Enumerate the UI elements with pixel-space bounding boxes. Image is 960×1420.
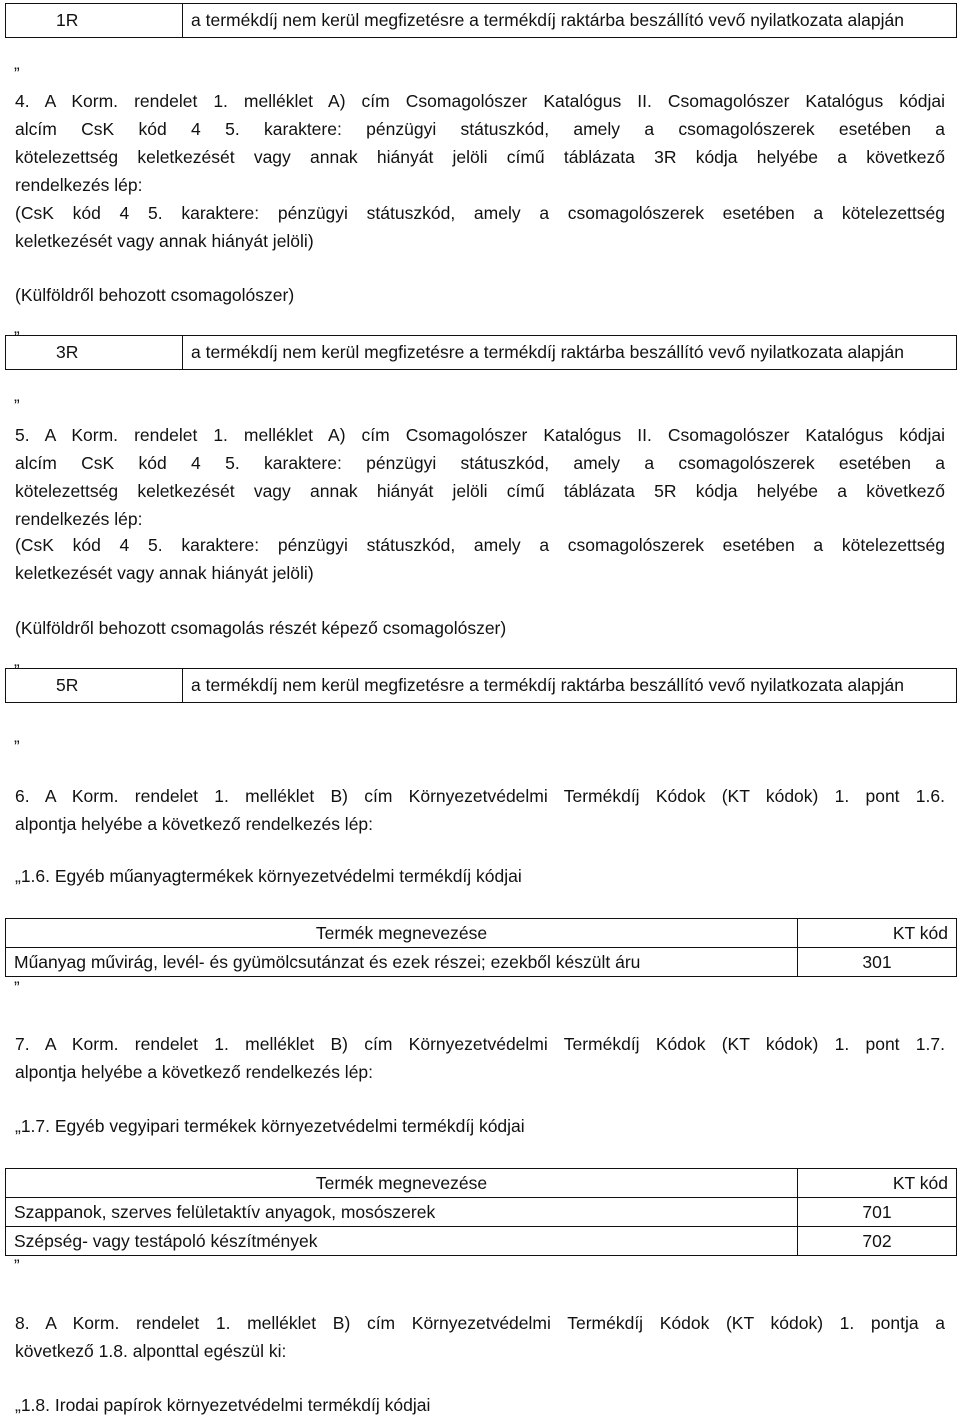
section-subtitle: (Külföldről behozott csomagolószer) bbox=[15, 285, 295, 305]
kt-code-cell: 301 bbox=[798, 948, 957, 977]
status-code-table-5r bbox=[5, 668, 957, 703]
code-cell: 3R bbox=[6, 336, 183, 370]
paragraph-line: (CsK kód 4 5. karaktere: pénzügyi státuszkód, amely a csomagolószerek esetében a kötelezettség bbox=[15, 535, 945, 555]
kt-code-cell: 701 bbox=[798, 1198, 957, 1227]
column-header-product: Termék megnevezése bbox=[6, 919, 798, 948]
table-row bbox=[6, 948, 957, 977]
code-description: a termékdíj nem kerül megfizetésre a termékdíj raktárba beszállító vevő nyilatkozata alapján bbox=[183, 669, 957, 703]
status-code-table-3r bbox=[5, 335, 957, 370]
paragraph-line: kötelezettség keletkezését vagy annak hiányát jelöli című táblázata 3R kódja helyébe a következő bbox=[15, 147, 945, 167]
code-description: a termékdíj nem kerül megfizetésre a termékdíj raktárba beszállító vevő nyilatkozata alapján bbox=[183, 336, 957, 370]
subsection-heading: „1.7. Egyéb vegyipari termékek környezetvédelmi termékdíj kódjai bbox=[15, 1116, 525, 1136]
column-header-product: Termék megnevezése bbox=[6, 1169, 798, 1198]
paragraph-line: keletkezését vagy annak hiányát jelöli) bbox=[15, 231, 314, 251]
subsection-heading: „1.6. Egyéb műanyagtermékek környezetvédelmi termékdíj kódjai bbox=[15, 866, 522, 886]
section-subtitle: (Külföldről behozott csomagolás részét képező csomagolószer) bbox=[15, 618, 507, 638]
paragraph-line: rendelkezés lép: bbox=[15, 509, 143, 529]
table-row bbox=[6, 1227, 957, 1256]
product-name-cell: Műanyag művirág, levél- és gyümölcsutánzat és ezek részei; ezekből készült áru bbox=[6, 948, 798, 977]
close-quote: ” bbox=[14, 737, 20, 756]
close-quote: ” bbox=[14, 396, 20, 415]
subsection-heading: „1.8. Irodai papírok környezetvédelmi termékdíj kódjai bbox=[15, 1395, 431, 1415]
paragraph-line: 7. A Korm. rendelet 1. melléklet B) cím Környezetvédelmi Termékdíj Kódok (KT kódok) 1. pont 1.7. bbox=[15, 1034, 945, 1054]
kt-code-table-1-6 bbox=[5, 918, 957, 977]
paragraph-line: alpontja helyébe a következő rendelkezés lép: bbox=[15, 1062, 374, 1082]
code-description: a termékdíj nem kerül megfizetésre a termékdíj raktárba beszállító vevő nyilatkozata alapján bbox=[183, 4, 957, 38]
open-quote: „ bbox=[14, 651, 20, 670]
paragraph-line: kötelezettség keletkezését vagy annak hiányát jelöli című táblázata 5R kódja helyébe a következő bbox=[15, 481, 945, 501]
kt-code-cell: 702 bbox=[798, 1227, 957, 1256]
product-name-cell: Szépség- vagy testápoló készítmények bbox=[6, 1227, 798, 1256]
paragraph-line: következő 1.8. alponttal egészül ki: bbox=[15, 1341, 287, 1361]
paragraph-line: 6. A Korm. rendelet 1. melléklet B) cím Környezetvédelmi Termékdíj Kódok (KT kódok) 1. pont 1.6. bbox=[15, 786, 945, 806]
paragraph-line: alcím CsK kód 4 5. karaktere: pénzügyi státuszkód, amely a csomagolószerek esetében a bbox=[15, 453, 945, 473]
paragraph-line: keletkezését vagy annak hiányát jelöli) bbox=[15, 563, 314, 583]
close-quote: ” bbox=[14, 978, 20, 997]
paragraph-line: alcím CsK kód 4 5. karaktere: pénzügyi státuszkód, amely a csomagolószerek esetében a bbox=[15, 119, 945, 139]
code-cell: 1R bbox=[6, 4, 183, 38]
column-header-kt-code: KT kód bbox=[798, 1169, 957, 1198]
paragraph-line: rendelkezés lép: bbox=[15, 175, 143, 195]
close-quote: ” bbox=[14, 1256, 20, 1275]
open-quote: „ bbox=[14, 318, 20, 337]
kt-code-table-1-7 bbox=[5, 1168, 957, 1256]
paragraph-line: 5. A Korm. rendelet 1. melléklet A) cím Csomagolószer Katalógus II. Csomagolószer Katalógus kódjai bbox=[15, 425, 945, 445]
paragraph-line: 4. A Korm. rendelet 1. melléklet A) cím Csomagolószer Katalógus II. Csomagolószer Katalógus kódjai bbox=[15, 91, 945, 111]
paragraph-line: 8. A Korm. rendelet 1. melléklet B) cím Környezetvédelmi Termékdíj Kódok (KT kódok) 1. pontja a bbox=[15, 1313, 945, 1333]
status-code-table-1r bbox=[5, 3, 957, 38]
code-cell: 5R bbox=[6, 669, 183, 703]
paragraph-line: alpontja helyébe a következő rendelkezés lép: bbox=[15, 814, 374, 834]
close-quote: ” bbox=[14, 64, 20, 83]
product-name-cell: Szappanok, szerves felületaktív anyagok, mosószerek bbox=[6, 1198, 798, 1227]
table-row bbox=[6, 1198, 957, 1227]
paragraph-line: (CsK kód 4 5. karaktere: pénzügyi státuszkód, amely a csomagolószerek esetében a kötelezettség bbox=[15, 203, 945, 223]
column-header-kt-code: KT kód bbox=[798, 919, 957, 948]
